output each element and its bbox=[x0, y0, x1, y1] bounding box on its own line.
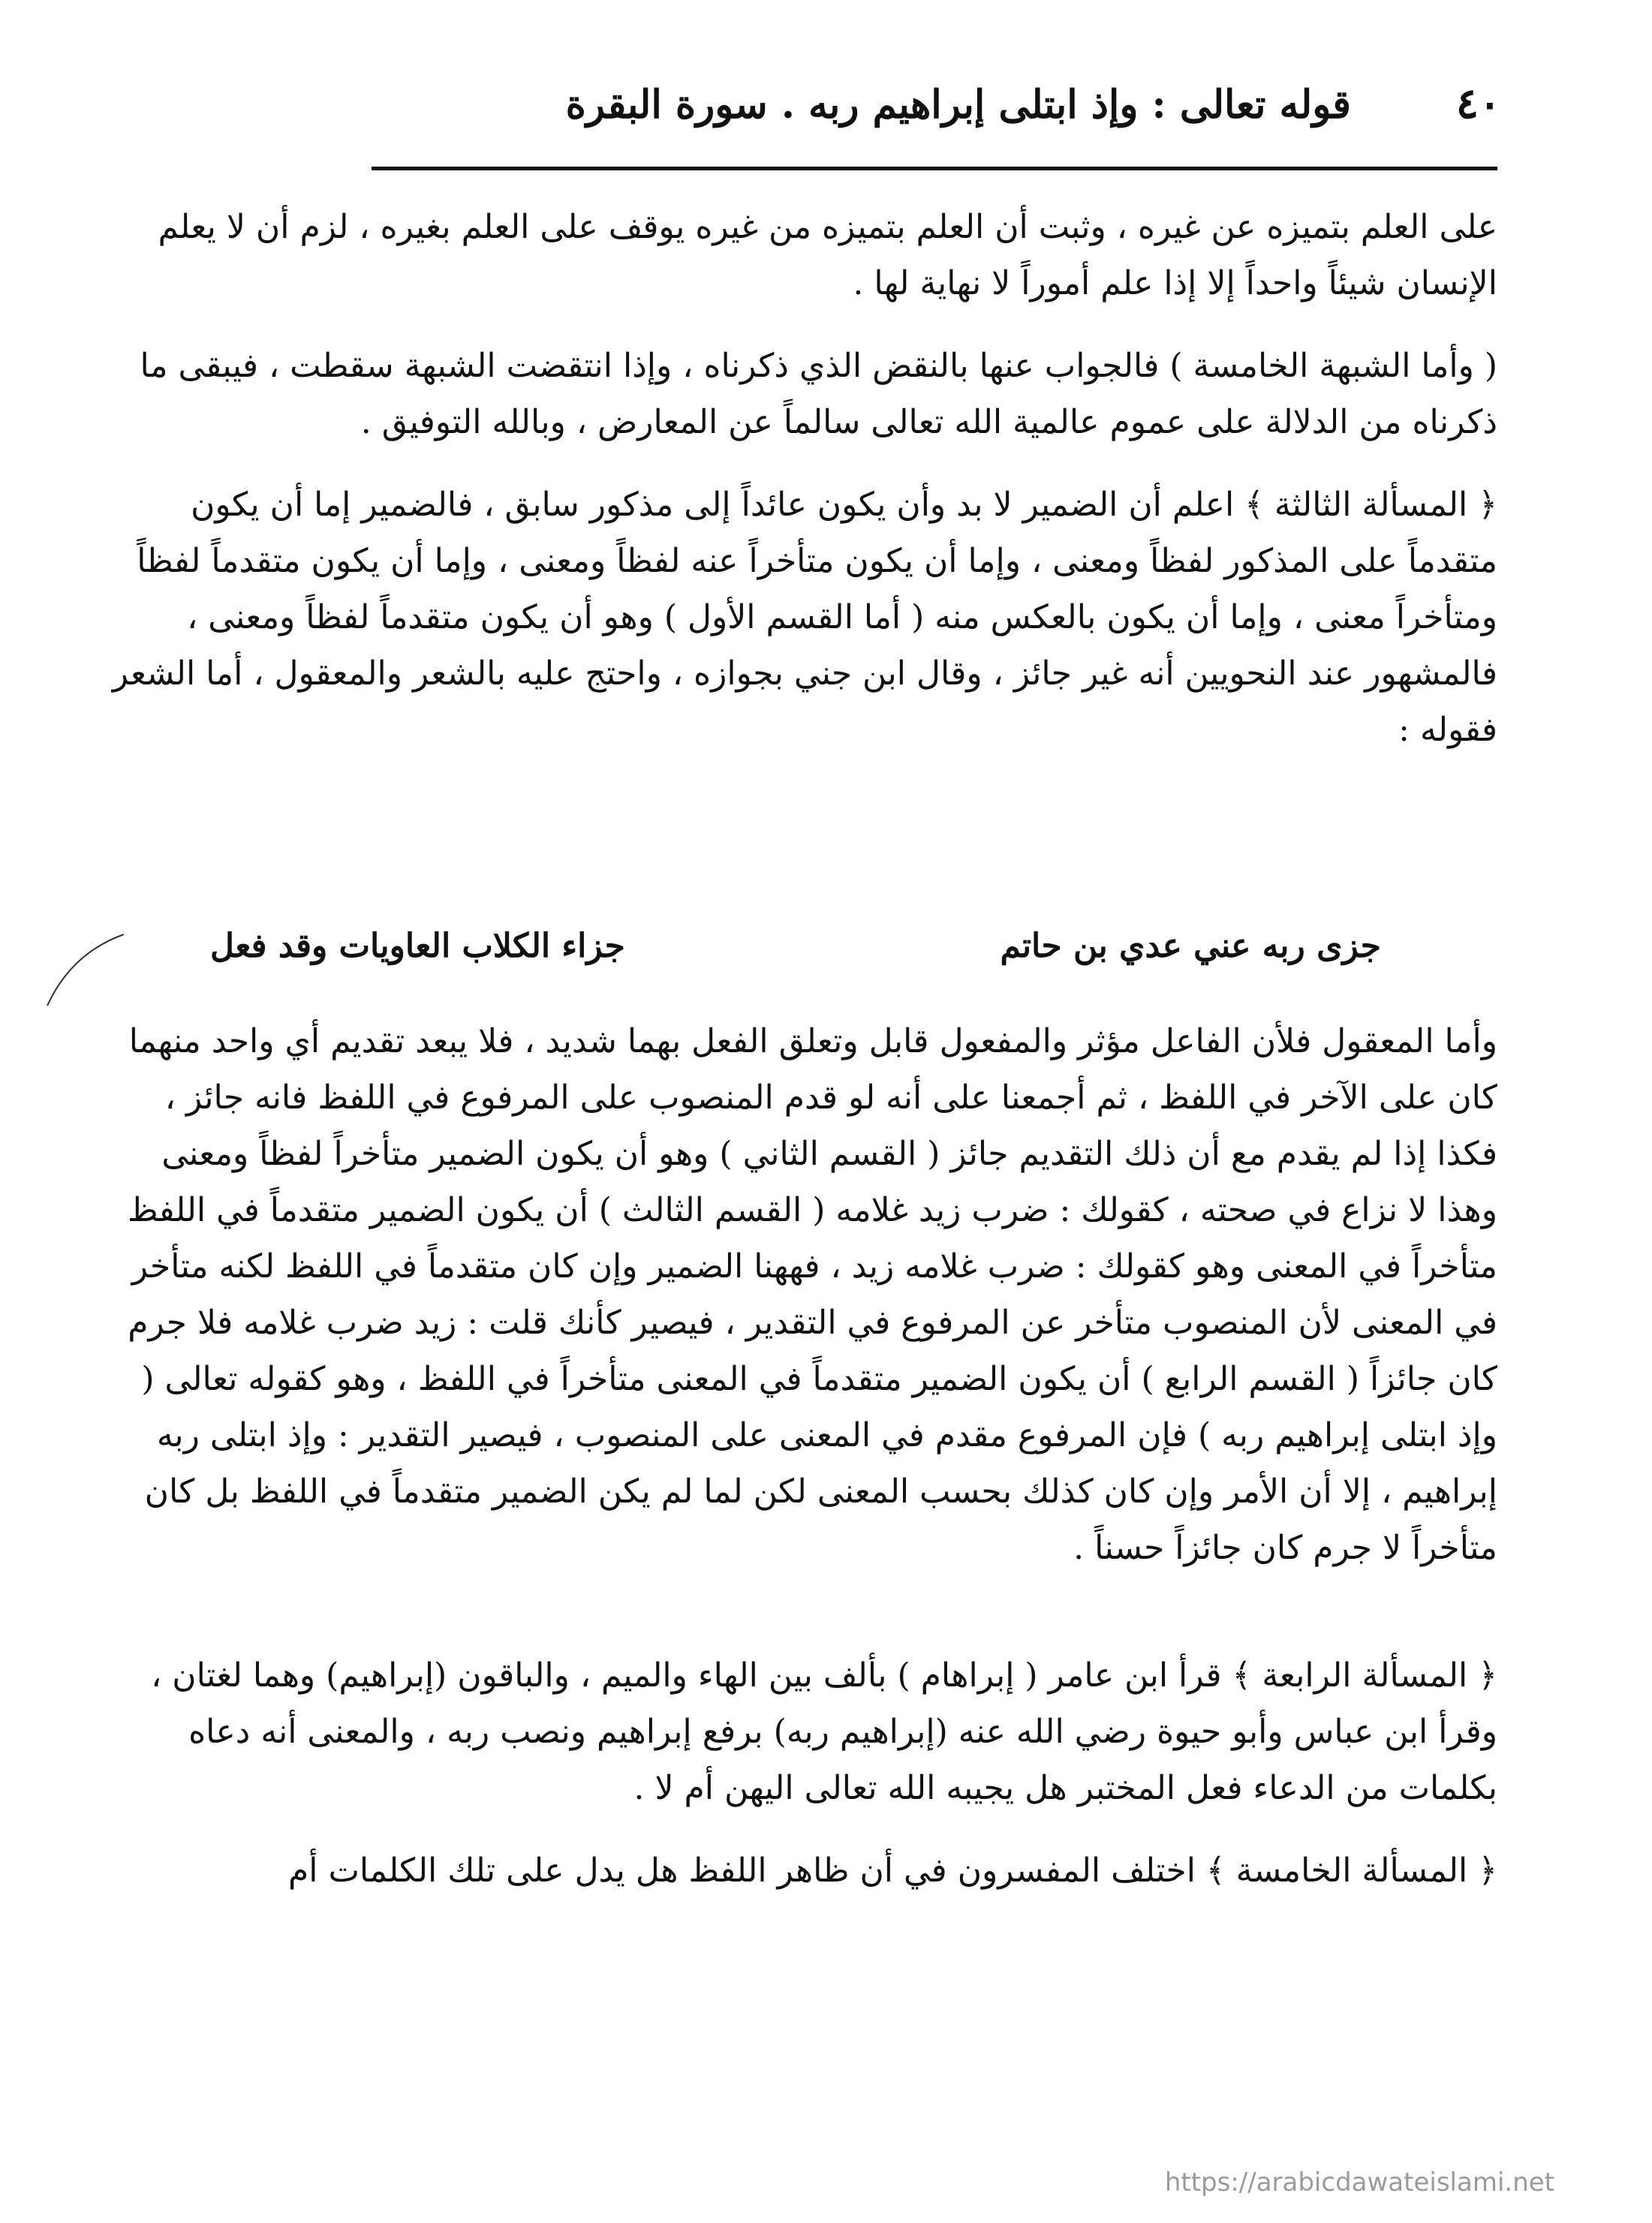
verse-second-hemistich: جزاء الكلاب العاويات وقد فعل bbox=[210, 927, 625, 965]
paragraph-6: ﴿ المسألة الخامسة ﴾ اختلف المفسرون في أن ظاهر اللفظ هل يدل على تلك الكلمات أم bbox=[288, 1851, 1497, 1890]
paragraph-2: ( وأما الشبهة الخامسة ) فالجواب عنها بالنقض الذي ذكرناه ، وإذا انتقضت الشبهة سقطت ، فيبقى ما ذكرناه من الدلالة على عموم عالمية الله تعالى سالماً عن المعارض ، وبالله التوفيق . bbox=[140, 347, 1497, 441]
running-title: قوله تعالى : وإذ ابتلى إبراهيم ربه . سورة البقرة bbox=[565, 82, 1351, 128]
page-body bbox=[101, 199, 1497, 758]
paragraph-4: وأما المعقول فلأن الفاعل مؤثر والمفعول قابل وتعلق الفعل بهما شديد ، فلا يبعد تقديم أي واحد منهما كان على الآخر في اللفظ ، ثم أجمعنا على أنه لو قدم المنصوب على المرفوع في اللفظ فانه جائز ، فكذا إذا لم يقدم مع أن ذلك التقديم جائز ( القسم الثاني ) وهو أن يكون الضمير متأخراً لفظاً ومعنى وهذا لا نزاع في صحته ، كقولك : ضرب زيد غلامه ( القسم الثالث ) أن يكون الضمير متقدماً في اللفظ متأخراً في المعنى وهو كقولك : ضرب غلامه زيد ، فههنا الضمير وإن كان متقدماً في اللفظ لكنه متأخر في المعنى لأن المنصوب متأخر عن المرفوع في التقدير ، فيصير كأنك قلت : زيد ضرب غلامه فلا جرم كان جائزاً ( القسم الرابع ) أن يكون الضمير متقدماً في المعنى متأخراً في اللفظ ، وهو كقوله تعالى ( وإذ ابتلى إبراهيم ربه ) فإن المرفوع مقدم في المعنى على المنصوب ، فيصير التقدير : وإذ ابتلى ربه إبراهيم ، إلا أن الأمر وإن كان كذلك بحسب المعنى لكن لما لم يكن الضمير متقدماً في اللفظ بل كان متأخراً لا جرم كان جائزاً حسناً . bbox=[127, 1022, 1497, 1567]
watermark-url: https://arabicdawateislami.net bbox=[1164, 2167, 1554, 2197]
verse-first-hemistich: جزى ربه عني عدي بن حاتم bbox=[1000, 927, 1381, 965]
paragraph-3: ﴿ المسألة الثالثة ﴾ اعلم أن الضمير لا بد وأن يكون عائداً إلى مذكور سابق ، فالضمير إما أن يكون متقدماً على المذكور لفظاً ومعنى ، وإما أن يكون متأخراً عنه لفظاً ومعنى ، وإما أن يكون متقدماً لفظاً ومتأخراً معنى ، وإما أن يكون بالعكس منه ( أما القسم الأول ) وهو أن يكون متقدماً لفظاً ومعنى ، فالمشهور عند النحويين أنه غير جائز ، وقال ابن جني بجوازه ، واحتج عليه بالشعر والمعقول ، أما الشعر فقوله : bbox=[112, 486, 1497, 749]
poetry-verse bbox=[210, 927, 1381, 979]
header-rule bbox=[372, 167, 1497, 170]
page-header bbox=[375, 79, 1501, 146]
scan-artifact-curve bbox=[41, 931, 131, 1021]
page-number: ٤٠ bbox=[1455, 79, 1501, 128]
page-body-continued bbox=[101, 1013, 1497, 1899]
paragraph-5: ﴿ المسألة الرابعة ﴾ قرأ ابن عامر ( إبراهام ) بألف بين الهاء والميم ، والباقون (إبراهيم) وهما لغتان ، وقرأ ابن عباس وأبو حيوة رضي الله عنه (إبراهيم ربه) برفع إبراهيم ونصب ربه ، والمعنى أنه دعاه بكلمات من الدعاء فعل المختبر هل يجيبه الله تعالى اليهن أم لا . bbox=[151, 1656, 1497, 1807]
paragraph-1: على العلم بتميزه عن غيره ، وثبت أن العلم بتميزه من غيره يوقف على العلم بغيره ، لزم أن لا يعلم الإنسان شيئاً واحداً إلا إذا علم أموراً لا نهاية لها . bbox=[158, 208, 1497, 302]
